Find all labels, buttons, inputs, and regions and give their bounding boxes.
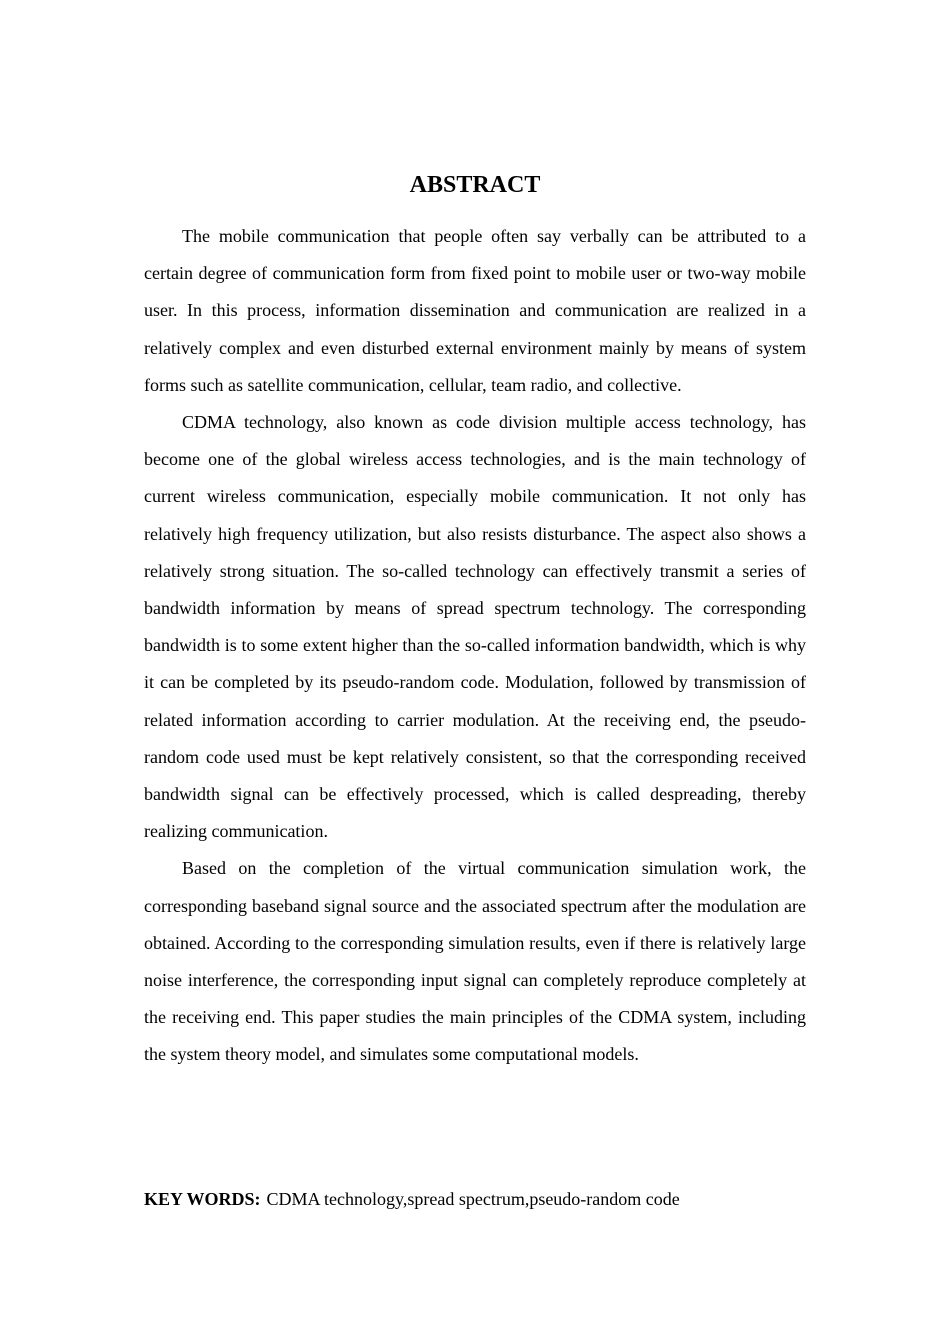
abstract-paragraph-3: Based on the completion of the virtual communication simulation work, the corresponding baseband signal source and the associated spectrum after the modulation are obtained. According to the corresponding simulation results, even if there is relatively large noise interference, the corresponding input signal can completely reproduce completely at the receiving end. This paper studies the main principles of the CDMA system, including the system theory model, and simulates some computational models. (144, 858, 806, 1065)
keywords-label: KEY WORDS: (144, 1189, 261, 1209)
abstract-title: ABSTRACT (409, 172, 541, 198)
abstract-paragraph-2: CDMA technology, also known as code division multiple access technology, has become one of the global wireless access technologies, and is the main technology of current wireless communication, especially mobile communication. It not only has relatively high frequency utilization, but also resists disturbance. The aspect also shows a relatively strong situation. The so-called technology can effectively transmit a series of bandwidth information by means of spread spectrum technology. The corresponding bandwidth is to some extent higher than the so-called information bandwidth, which is why it can be completed by its pseudo-random code. Modulation, followed by transmission of related information according to carrier modulation. At the receiving end, the pseudo-random code used must be kept relatively consistent, so that the corresponding received bandwidth signal can be effectively processed, which is called despreading, thereby realizing communication. (144, 412, 806, 842)
abstract-paragraph-1: The mobile communication that people often say verbally can be attributed to a certain degree of communication form from fixed point to mobile user or two-way mobile user. In this process, information dissemination and communication are realized in a relatively complex and even disturbed external environment mainly by means of system forms such as satellite communication, cellular, team radio, and collective. (144, 226, 806, 395)
abstract-body (144, 218, 806, 1074)
keywords-line (144, 1184, 844, 1214)
keywords-value: CDMA technology,spread spectrum,pseudo-random code (266, 1189, 680, 1209)
